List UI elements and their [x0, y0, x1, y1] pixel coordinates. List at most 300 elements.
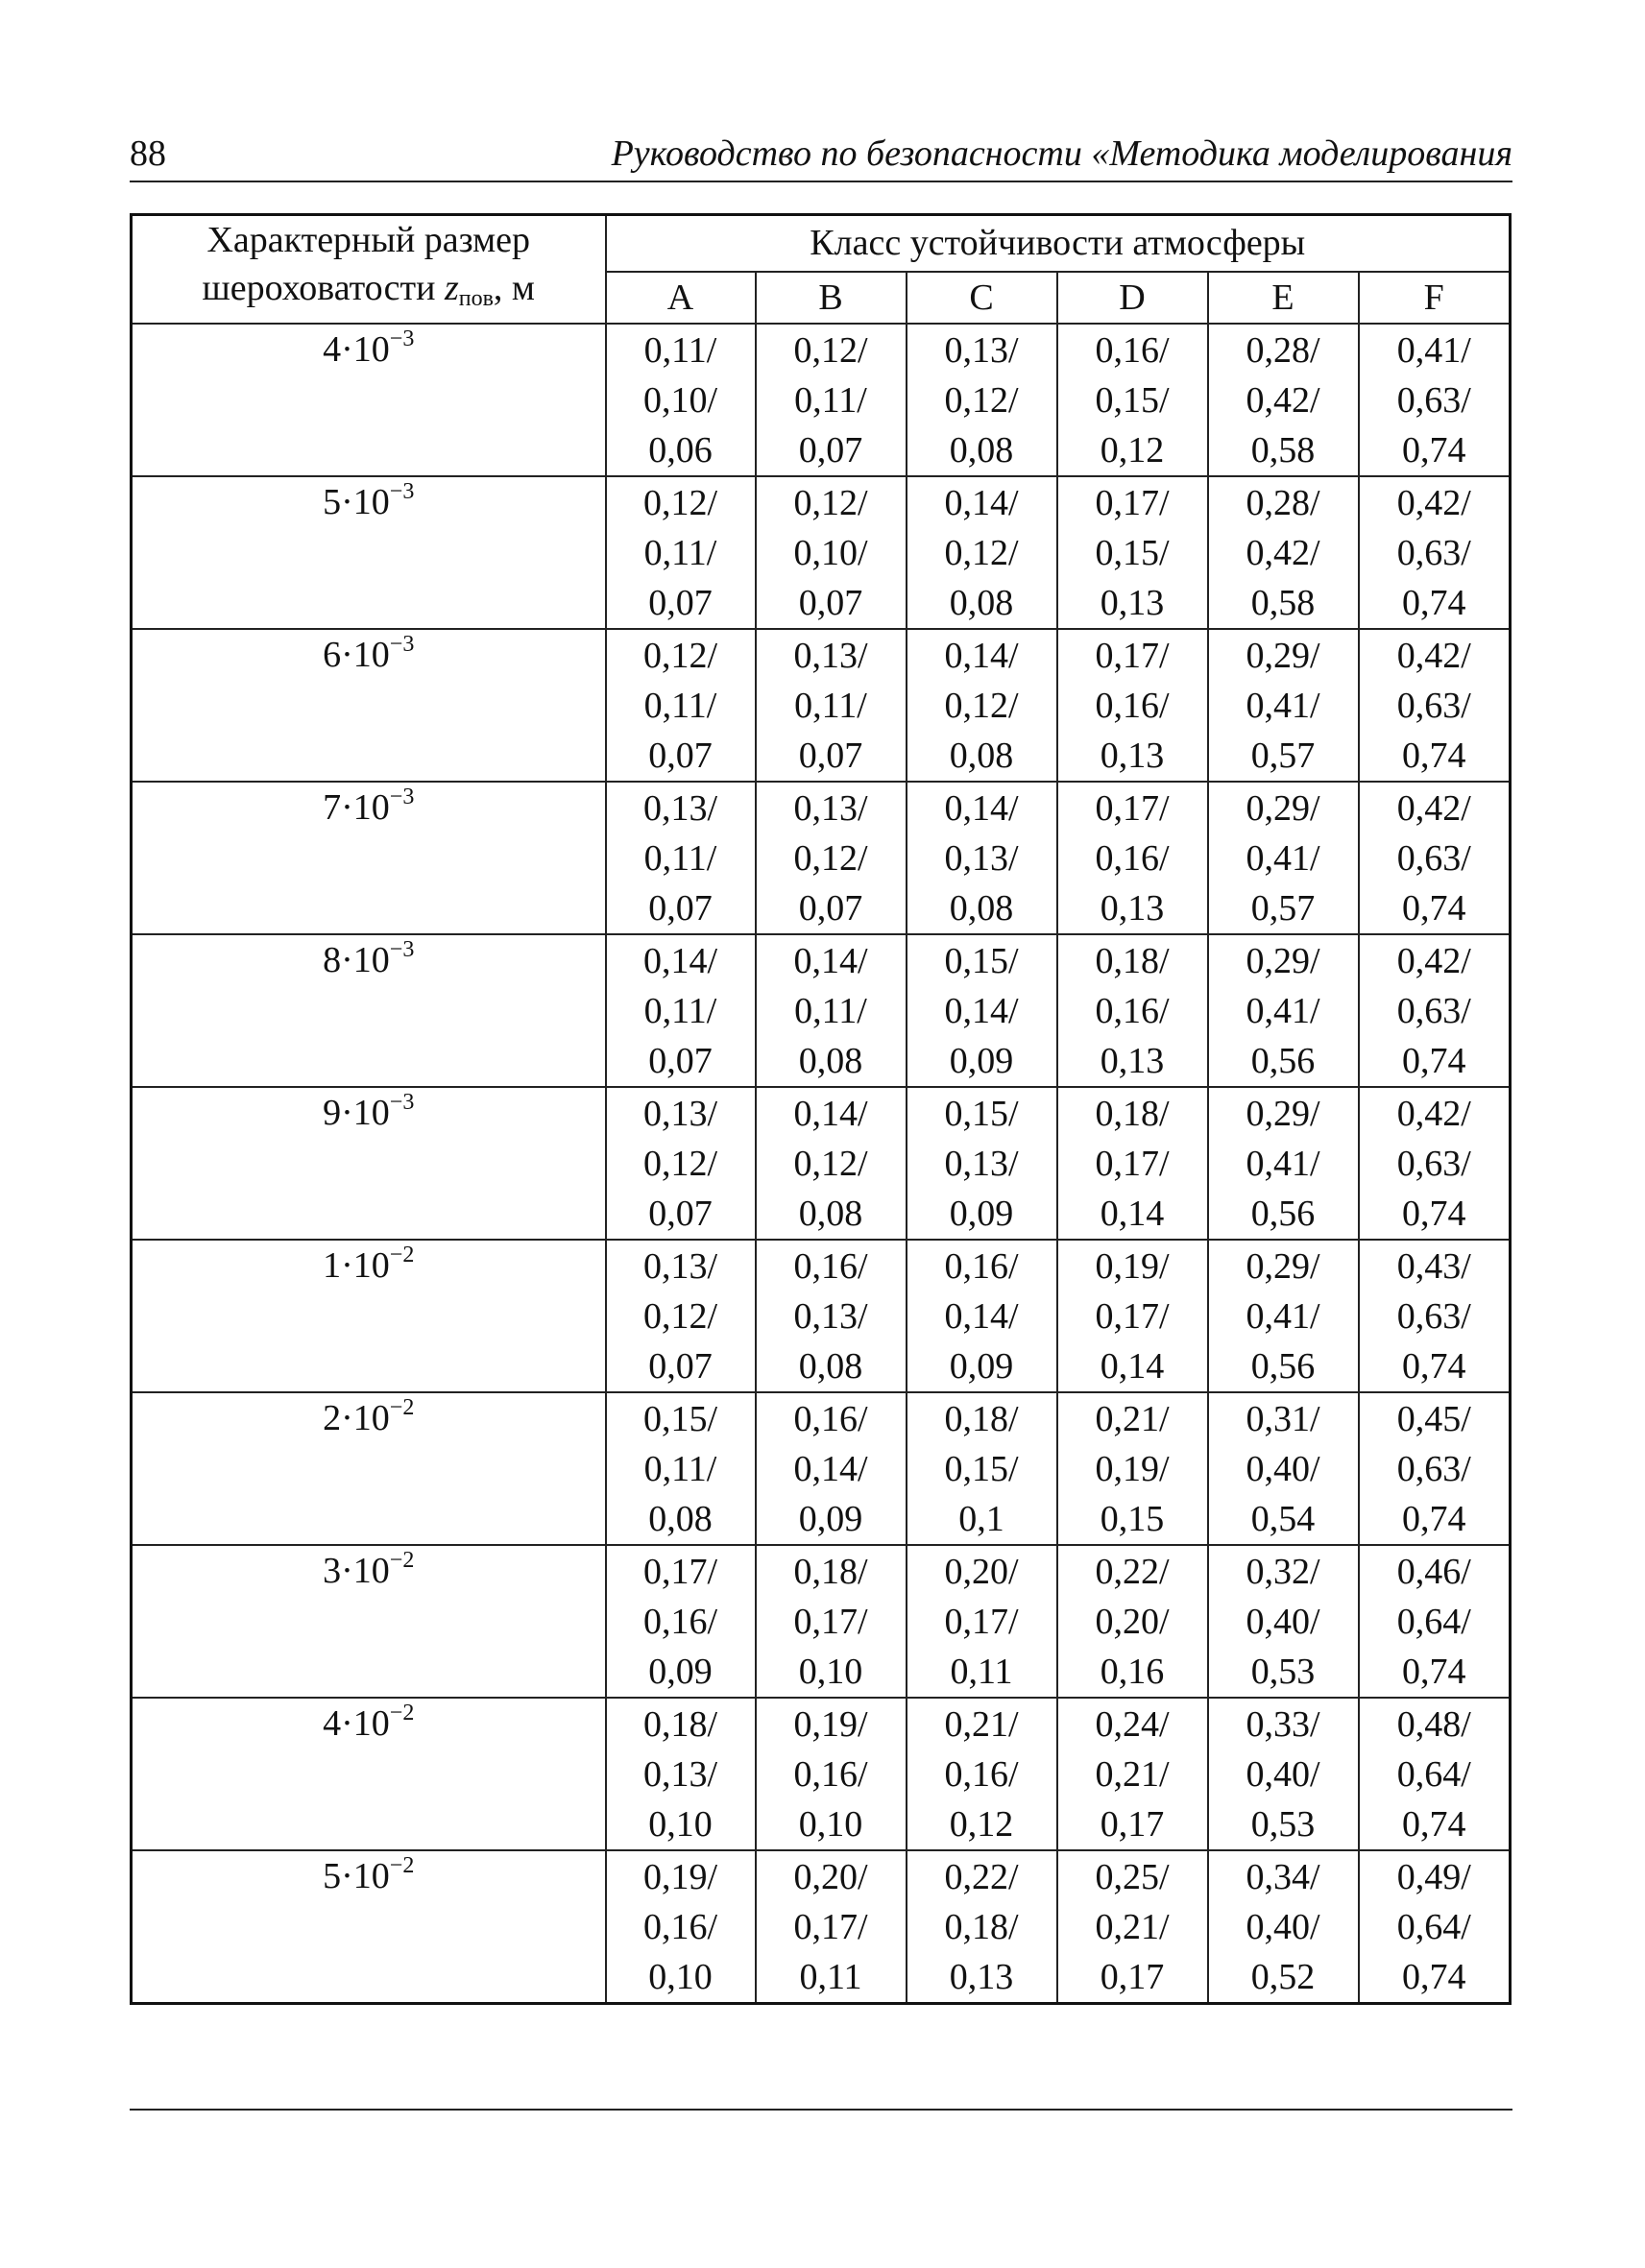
cell-value: 0,09 — [949, 1040, 1014, 1081]
cell-value: 0,21/ — [1095, 1398, 1170, 1439]
table-cell — [1208, 1545, 1359, 1698]
cell-value: 0,17/ — [1095, 635, 1170, 676]
table-cell — [1359, 1698, 1511, 1850]
table-row — [132, 629, 1511, 782]
cell-value: 0,22/ — [1095, 1551, 1170, 1592]
cell-value: 0,42/ — [1396, 482, 1471, 523]
table-cell — [1057, 1850, 1208, 2004]
cell-value: 0,18/ — [1095, 940, 1170, 981]
cell-value: 0,74 — [1402, 1803, 1466, 1845]
cell-value: 0,63/ — [1396, 1295, 1471, 1337]
column-header-d: D — [1057, 272, 1208, 324]
table-cell — [907, 934, 1057, 1087]
cell-value: 0,18/ — [944, 1906, 1019, 1947]
table-cell — [907, 1087, 1057, 1240]
table-row — [132, 476, 1511, 629]
cell-value: 0,16/ — [793, 1398, 868, 1439]
roughness-table — [130, 213, 1512, 2005]
cell-value: 0,74 — [1402, 1651, 1466, 1692]
cell-value: 0,33/ — [1246, 1703, 1320, 1745]
cell-value: 0,14/ — [944, 1295, 1019, 1337]
cell-value: 0,58 — [1250, 582, 1316, 623]
cell-value: 0,42/ — [1396, 1093, 1471, 1134]
cell-value: 0,08 — [949, 887, 1014, 929]
cell-value: 0,07 — [648, 582, 713, 623]
cell-value: 0,31/ — [1246, 1398, 1320, 1439]
cell-value: 0,17/ — [1095, 482, 1170, 523]
cell-value: 0,42/ — [1246, 379, 1320, 421]
cell-value: 0,41/ — [1246, 1143, 1320, 1184]
cell-value: 0,11 — [950, 1651, 1013, 1692]
cell-value: 0,18/ — [1095, 1093, 1170, 1134]
cell-value: 0,13/ — [944, 329, 1019, 371]
roughness-value — [132, 1087, 606, 1240]
table-cell — [907, 1850, 1057, 2004]
cell-value: 0,58 — [1250, 429, 1316, 470]
cell-value: 0,16/ — [944, 1245, 1019, 1287]
stub-header — [132, 215, 606, 325]
cell-value: 0,08 — [949, 735, 1014, 776]
cell-value: 0,12/ — [642, 1295, 718, 1337]
cell-value: 0,15 — [1100, 1498, 1165, 1539]
cell-value: 0,12/ — [642, 482, 718, 523]
table-row — [132, 782, 1511, 934]
table-cell — [1208, 1240, 1359, 1392]
table-cell — [1359, 1087, 1511, 1240]
page-number: 88 — [130, 133, 166, 174]
cell-value: 0,21/ — [1095, 1906, 1170, 1947]
cell-value: 0,07 — [798, 429, 863, 470]
roughness-exponent: −3 — [389, 326, 415, 351]
cell-value: 0,09 — [949, 1193, 1014, 1234]
cell-value: 0,16/ — [642, 1601, 718, 1642]
table-cell — [1208, 1087, 1359, 1240]
column-header-e: E — [1208, 272, 1359, 324]
table-cell — [907, 324, 1057, 476]
stub-header-var: z — [444, 268, 459, 308]
cell-value: 0,19/ — [793, 1703, 868, 1745]
roughness-exponent: −3 — [389, 632, 415, 657]
cell-value: 0,12 — [949, 1803, 1014, 1845]
cell-value: 0,19/ — [1095, 1245, 1170, 1287]
cell-value: 0,40/ — [1246, 1753, 1320, 1795]
cell-value: 0,13/ — [793, 787, 868, 829]
cell-value: 0,16/ — [1095, 329, 1170, 371]
cell-value: 0,13 — [1100, 887, 1165, 929]
cell-value: 0,07 — [648, 1345, 713, 1387]
roughness-value — [132, 1850, 606, 2004]
roughness-value — [132, 1240, 606, 1392]
cell-value: 0,34/ — [1246, 1856, 1320, 1897]
cell-value: 0,74 — [1402, 1498, 1466, 1539]
table-cell — [1057, 1087, 1208, 1240]
cell-value: 0,13/ — [642, 1245, 718, 1287]
cell-value: 0,19/ — [1095, 1448, 1170, 1489]
cell-value: 0,14/ — [793, 940, 868, 981]
cell-value: 0,14 — [1100, 1193, 1165, 1234]
table-cell — [1057, 934, 1208, 1087]
cell-value: 0,64/ — [1396, 1753, 1471, 1795]
cell-value: 0,63/ — [1396, 1448, 1471, 1489]
roughness-exponent: −2 — [389, 1243, 415, 1267]
roughness-base: 9·10 — [323, 1093, 390, 1133]
cell-value: 0,08 — [648, 1498, 713, 1539]
roughness-value — [132, 324, 606, 476]
footer-rule — [130, 2109, 1512, 2111]
cell-value: 0,29/ — [1246, 1093, 1320, 1134]
table-row — [132, 324, 1511, 476]
cell-value: 0,63/ — [1396, 685, 1471, 726]
cell-value: 0,14 — [1100, 1345, 1165, 1387]
cell-value: 0,12/ — [944, 379, 1019, 421]
cell-value: 0,45/ — [1396, 1398, 1471, 1439]
roughness-value — [132, 1392, 606, 1545]
table-row — [132, 1087, 1511, 1240]
roughness-value — [132, 1545, 606, 1698]
table-cell — [1208, 782, 1359, 934]
roughness-value — [132, 934, 606, 1087]
cell-value: 0,22/ — [944, 1856, 1019, 1897]
table-cell — [1208, 324, 1359, 476]
roughness-exponent: −3 — [389, 1090, 415, 1115]
cell-value: 0,17 — [1100, 1956, 1165, 1997]
cell-value: 0,15/ — [642, 1398, 718, 1439]
cell-value: 0,14/ — [793, 1448, 868, 1489]
roughness-exponent: −2 — [389, 1395, 415, 1420]
cell-value: 0,07 — [798, 735, 863, 776]
cell-value: 0,14/ — [944, 482, 1019, 523]
cell-value: 0,12/ — [642, 1143, 718, 1184]
cell-value: 0,18/ — [793, 1551, 868, 1592]
table-cell — [606, 324, 756, 476]
table-cell — [606, 1240, 756, 1392]
cell-value: 0,63/ — [1396, 990, 1471, 1031]
cell-value: 0,63/ — [1396, 532, 1471, 573]
table-cell — [756, 782, 907, 934]
cell-value: 0,32/ — [1246, 1551, 1320, 1592]
cell-value: 0,07 — [798, 887, 863, 929]
cell-value: 0,18/ — [642, 1703, 718, 1745]
cell-value: 0,12/ — [793, 837, 868, 879]
cell-value: 0,54 — [1250, 1498, 1316, 1539]
table-cell — [1359, 1850, 1511, 2004]
table-row — [132, 1392, 1511, 1545]
cell-value: 0,13/ — [793, 635, 868, 676]
table-cell — [1359, 324, 1511, 476]
roughness-base: 8·10 — [323, 940, 390, 980]
cell-value: 0,08 — [798, 1040, 863, 1081]
table-cell — [1208, 476, 1359, 629]
cell-value: 0,63/ — [1396, 379, 1471, 421]
roughness-base: 5·10 — [323, 1856, 390, 1896]
table-cell — [1057, 476, 1208, 629]
roughness-exponent: −3 — [389, 937, 415, 962]
cell-value: 0,13/ — [642, 787, 718, 829]
table-cell — [606, 1698, 756, 1850]
table-row — [132, 1240, 1511, 1392]
cell-value: 0,63/ — [1396, 1143, 1471, 1184]
cell-value: 0,14/ — [944, 990, 1019, 1031]
cell-value: 0,11/ — [643, 837, 717, 879]
cell-value: 0,12/ — [793, 1143, 868, 1184]
cell-value: 0,41/ — [1246, 1295, 1320, 1337]
column-header-b: B — [756, 272, 907, 324]
roughness-base: 3·10 — [323, 1551, 390, 1591]
roughness-exponent: −3 — [389, 784, 415, 809]
cell-value: 0,08 — [798, 1345, 863, 1387]
table-cell — [756, 1698, 907, 1850]
table-cell — [756, 1240, 907, 1392]
cell-value: 0,15/ — [944, 1093, 1019, 1134]
roughness-base: 4·10 — [323, 329, 390, 370]
table-cell — [756, 934, 907, 1087]
cell-value: 0,16/ — [793, 1753, 868, 1795]
cell-value: 0,16/ — [1095, 990, 1170, 1031]
cell-value: 0,29/ — [1246, 635, 1320, 676]
cell-value: 0,16 — [1100, 1651, 1165, 1692]
cell-value: 0,08 — [949, 429, 1014, 470]
cell-value: 0,29/ — [1246, 940, 1320, 981]
cell-value: 0,40/ — [1246, 1601, 1320, 1642]
table-cell — [1057, 1545, 1208, 1698]
cell-value: 0,13/ — [793, 1295, 868, 1337]
cell-value: 0,40/ — [1246, 1906, 1320, 1947]
cell-value: 0,07 — [648, 735, 713, 776]
cell-value: 0,29/ — [1246, 1245, 1320, 1287]
cell-value: 0,13 — [1100, 582, 1165, 623]
cell-value: 0,12/ — [793, 329, 868, 371]
cell-value: 0,17/ — [793, 1906, 868, 1947]
cell-value: 0,14/ — [793, 1093, 868, 1134]
table-cell — [1359, 1392, 1511, 1545]
cell-value: 0,16/ — [944, 1753, 1019, 1795]
table-row — [132, 1850, 1511, 2004]
table-cell — [1208, 1392, 1359, 1545]
cell-value: 0,41/ — [1396, 329, 1471, 371]
cell-value: 0,46/ — [1396, 1551, 1471, 1592]
cell-value: 0,56 — [1250, 1040, 1316, 1081]
cell-value: 0,41/ — [1246, 837, 1320, 879]
cell-value: 0,12/ — [793, 482, 868, 523]
cell-value: 0,20/ — [793, 1856, 868, 1897]
roughness-value — [132, 1698, 606, 1850]
cell-value: 0,28/ — [1246, 482, 1320, 523]
cell-value: 0,12/ — [944, 532, 1019, 573]
table-cell — [756, 1087, 907, 1240]
cell-value: 0,11/ — [794, 990, 867, 1031]
cell-value: 0,17/ — [944, 1601, 1019, 1642]
cell-value: 0,10/ — [642, 379, 718, 421]
table-row — [132, 1698, 1511, 1850]
stability-class-header: Класс устойчивости атмосферы — [606, 215, 1511, 272]
cell-value: 0,41/ — [1246, 990, 1320, 1031]
cell-value: 0,48/ — [1396, 1703, 1471, 1745]
table-row — [132, 934, 1511, 1087]
table-cell — [1359, 1240, 1511, 1392]
cell-value: 0,15/ — [1095, 532, 1170, 573]
cell-value: 0,19/ — [642, 1856, 718, 1897]
table-cell — [606, 1087, 756, 1240]
cell-value: 0,10/ — [793, 532, 868, 573]
cell-value: 0,13/ — [944, 837, 1019, 879]
cell-value: 0,09 — [949, 1345, 1014, 1387]
table-cell — [907, 1240, 1057, 1392]
cell-value: 0,16/ — [793, 1245, 868, 1287]
cell-value: 0,16/ — [642, 1906, 718, 1947]
cell-value: 0,07 — [648, 887, 713, 929]
cell-value: 0,74 — [1402, 1956, 1466, 1997]
cell-value: 0,63/ — [1396, 837, 1471, 879]
cell-value: 0,42/ — [1246, 532, 1320, 573]
cell-value: 0,11 — [799, 1956, 862, 1997]
table-cell — [756, 629, 907, 782]
roughness-exponent: −2 — [389, 1701, 415, 1725]
table-cell — [1208, 934, 1359, 1087]
table-cell — [606, 629, 756, 782]
cell-value: 0,20/ — [944, 1551, 1019, 1592]
table-cell — [907, 1392, 1057, 1545]
cell-value: 0,52 — [1250, 1956, 1316, 1997]
cell-value: 0,07 — [798, 582, 863, 623]
roughness-base: 5·10 — [323, 482, 390, 522]
cell-value: 0,13 — [1100, 735, 1165, 776]
table-cell — [1057, 629, 1208, 782]
cell-value: 0,40/ — [1246, 1448, 1320, 1489]
cell-value: 0,11/ — [643, 990, 717, 1031]
stub-header-sub: пов — [458, 286, 494, 311]
roughness-exponent: −2 — [389, 1548, 415, 1573]
table-cell — [1359, 476, 1511, 629]
roughness-exponent: −3 — [389, 479, 415, 504]
cell-value: 0,53 — [1250, 1803, 1316, 1845]
roughness-value — [132, 629, 606, 782]
cell-value: 0,11/ — [643, 532, 717, 573]
table-cell — [756, 1545, 907, 1698]
table-cell — [1359, 1545, 1511, 1698]
cell-value: 0,10 — [648, 1803, 713, 1845]
column-header-a: A — [606, 272, 756, 324]
cell-value: 0,28/ — [1246, 329, 1320, 371]
cell-value: 0,74 — [1402, 1345, 1466, 1387]
table-cell — [756, 324, 907, 476]
cell-value: 0,56 — [1250, 1193, 1316, 1234]
roughness-exponent: −2 — [389, 1853, 415, 1878]
cell-value: 0,16/ — [1095, 837, 1170, 879]
table-cell — [606, 1850, 756, 2004]
cell-value: 0,41/ — [1246, 685, 1320, 726]
cell-value: 0,57 — [1250, 735, 1316, 776]
cell-value: 0,74 — [1402, 429, 1466, 470]
cell-value: 0,16/ — [1095, 685, 1170, 726]
cell-value: 0,11/ — [643, 1448, 717, 1489]
cell-value: 0,14/ — [642, 940, 718, 981]
cell-value: 0,07 — [648, 1040, 713, 1081]
cell-value: 0,56 — [1250, 1345, 1316, 1387]
cell-value: 0,11/ — [794, 379, 867, 421]
stub-header-unit: , м — [493, 268, 535, 308]
cell-value: 0,15/ — [944, 940, 1019, 981]
cell-value: 0,10 — [798, 1651, 863, 1692]
table-cell — [756, 1850, 907, 2004]
cell-value: 0,21/ — [944, 1703, 1019, 1745]
cell-value: 0,13 — [1100, 1040, 1165, 1081]
cell-value: 0,15/ — [1095, 379, 1170, 421]
table-cell — [756, 476, 907, 629]
cell-value: 0,24/ — [1095, 1703, 1170, 1745]
table-cell — [907, 1698, 1057, 1850]
cell-value: 0,10 — [648, 1956, 713, 1997]
roughness-value — [132, 782, 606, 934]
column-header-f: F — [1359, 272, 1511, 324]
table-cell — [1057, 782, 1208, 934]
cell-value: 0,18/ — [944, 1398, 1019, 1439]
cell-value: 0,17 — [1100, 1803, 1165, 1845]
cell-value: 0,06 — [648, 429, 713, 470]
cell-value: 0,17/ — [793, 1601, 868, 1642]
cell-value: 0,74 — [1402, 1193, 1466, 1234]
cell-value: 0,08 — [949, 582, 1014, 623]
cell-value: 0,1 — [958, 1498, 1004, 1539]
table-cell — [907, 629, 1057, 782]
table-cell — [606, 934, 756, 1087]
cell-value: 0,09 — [648, 1651, 713, 1692]
cell-value: 0,14/ — [944, 635, 1019, 676]
table-cell — [907, 476, 1057, 629]
cell-value: 0,12/ — [944, 685, 1019, 726]
cell-value: 0,64/ — [1396, 1906, 1471, 1947]
cell-value: 0,11/ — [794, 685, 867, 726]
roughness-base: 6·10 — [323, 635, 390, 675]
cell-value: 0,17/ — [1095, 1143, 1170, 1184]
page-header — [130, 133, 1512, 182]
roughness-base: 1·10 — [323, 1245, 390, 1286]
cell-value: 0,74 — [1402, 735, 1466, 776]
cell-value: 0,07 — [648, 1193, 713, 1234]
cell-value: 0,12/ — [642, 635, 718, 676]
column-header-c: C — [907, 272, 1057, 324]
cell-value: 0,20/ — [1095, 1601, 1170, 1642]
table-cell — [907, 782, 1057, 934]
table-row — [132, 1545, 1511, 1698]
cell-value: 0,43/ — [1396, 1245, 1471, 1287]
roughness-base: 4·10 — [323, 1703, 390, 1744]
roughness-base: 2·10 — [323, 1398, 390, 1438]
table-cell — [1057, 1240, 1208, 1392]
table-cell — [1359, 934, 1511, 1087]
roughness-base: 7·10 — [323, 787, 390, 828]
cell-value: 0,74 — [1402, 887, 1466, 929]
cell-value: 0,53 — [1250, 1651, 1316, 1692]
cell-value: 0,11/ — [643, 685, 717, 726]
cell-value: 0,15/ — [944, 1448, 1019, 1489]
cell-value: 0,42/ — [1396, 940, 1471, 981]
table-cell — [606, 1545, 756, 1698]
cell-value: 0,17/ — [642, 1551, 718, 1592]
table-cell — [606, 476, 756, 629]
cell-value: 0,11/ — [643, 329, 717, 371]
stub-header-line2: шероховатости — [202, 268, 445, 308]
cell-value: 0,12 — [1100, 429, 1165, 470]
cell-value: 0,13/ — [642, 1753, 718, 1795]
cell-value: 0,42/ — [1396, 787, 1471, 829]
table-cell — [1359, 782, 1511, 934]
table-cell — [1057, 324, 1208, 476]
cell-value: 0,74 — [1402, 1040, 1466, 1081]
cell-value: 0,17/ — [1095, 1295, 1170, 1337]
table-cell — [1057, 1392, 1208, 1545]
stub-header-line1: Характерный размер — [206, 220, 531, 260]
table-cell — [606, 1392, 756, 1545]
